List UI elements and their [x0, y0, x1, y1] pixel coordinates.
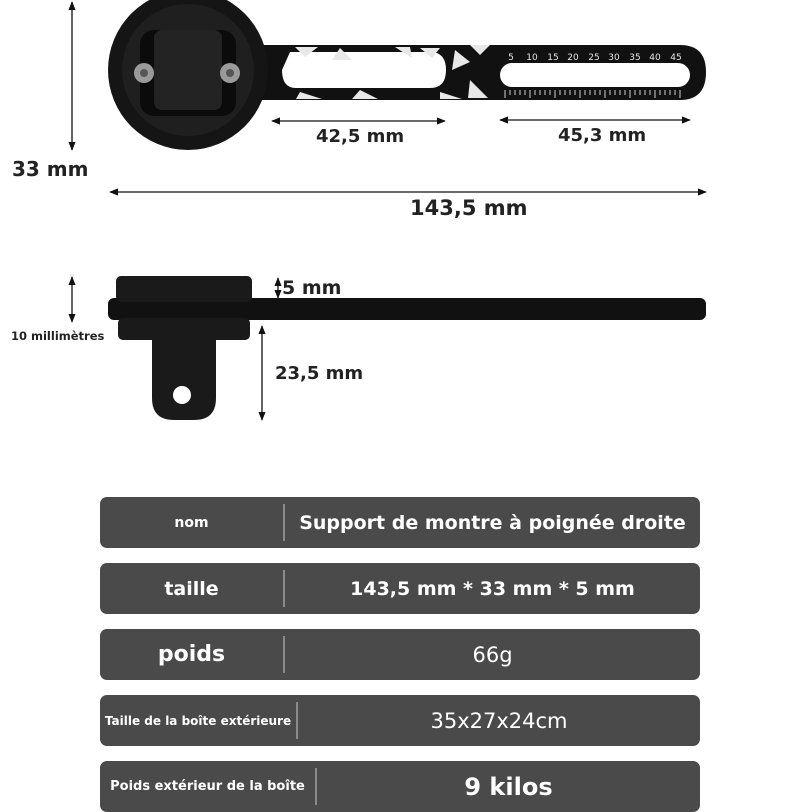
scale-mark: 35 [629, 53, 641, 63]
scale-mark: 25 [588, 53, 600, 63]
scale-mark: 20 [567, 53, 579, 63]
total-length-label: 143,5 mm [410, 196, 528, 220]
spec-row-weight [100, 629, 700, 680]
scale-mark: 45 [670, 53, 682, 63]
mount-hole-icon [173, 386, 191, 404]
spec-row-box-size [100, 695, 700, 746]
thickness-label: 5 mm [282, 277, 342, 299]
spec-key: taille [164, 577, 219, 600]
spec-key: poids [157, 642, 226, 667]
scale-mark: 5 [508, 53, 514, 63]
spec-value: 9 kilos [464, 772, 553, 801]
spec-value: 143,5 mm * 33 mm * 5 mm [350, 577, 635, 600]
scale-mark: 10 [526, 53, 538, 63]
scale-mark: 30 [608, 53, 620, 63]
spec-key: Poids extérieur de la boîte [110, 779, 305, 794]
spec-value: 66g [472, 642, 513, 667]
spec-value: 35x27x24cm [430, 708, 568, 733]
side-height-label: 10 millimètres [11, 329, 105, 343]
spec-key: nom [174, 514, 209, 531]
side-view-mount [108, 276, 706, 420]
spec-row-size [100, 563, 700, 614]
scale-mark: 40 [649, 53, 661, 63]
right-slot-label: 45,3 mm [558, 125, 647, 146]
scale-mark: 15 [547, 53, 559, 63]
spec-key: Taille de la boîte extérieure [104, 713, 292, 728]
spec-row-box-weight [100, 761, 700, 812]
height-label: 33 mm [12, 157, 89, 181]
spec-row-name [100, 497, 700, 548]
spec-value: Support de montre à poignée droite [299, 511, 686, 534]
mount-height-label: 23,5 mm [275, 363, 364, 384]
left-slot-label: 42,5 mm [316, 126, 405, 147]
